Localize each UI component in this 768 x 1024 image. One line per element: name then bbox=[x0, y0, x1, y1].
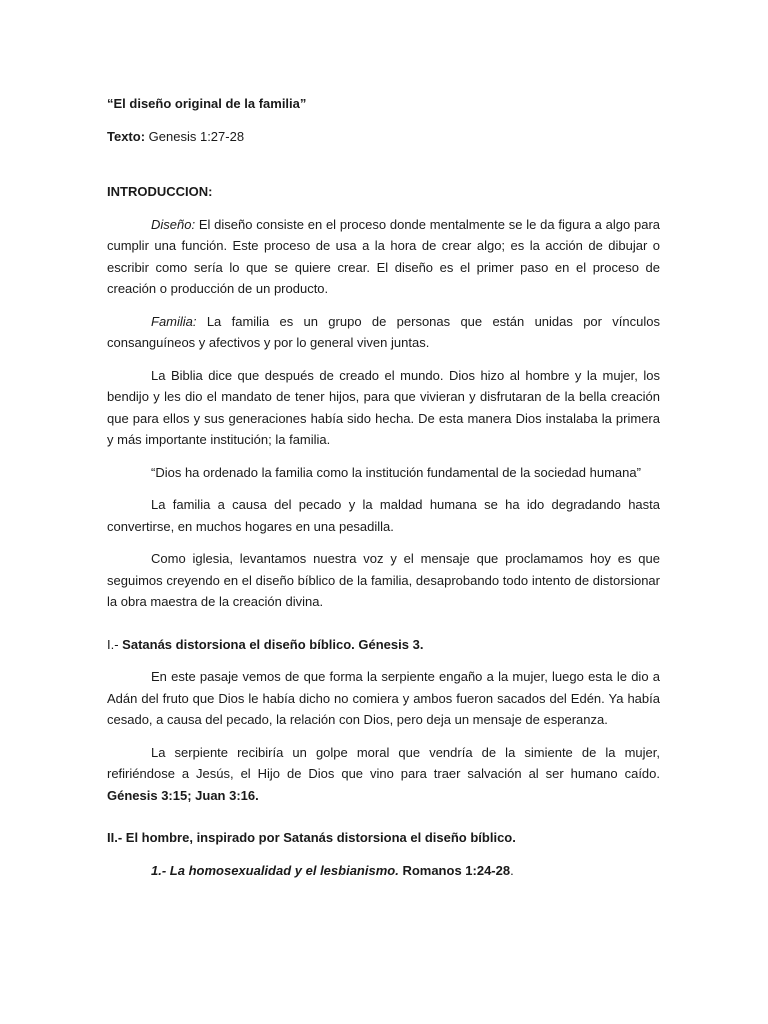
section-1-heading bbox=[107, 634, 660, 656]
paragraph-quote: “Dios ha ordenado la familia como la institución fundamental de la sociedad humana” bbox=[151, 464, 641, 480]
text-reference bbox=[107, 126, 660, 148]
item-1-title: La homosexualidad y el lesbianismo. bbox=[169, 862, 399, 878]
paragraph-pecado: La familia a causa del pecado y la maldad humana se ha ido degradando hasta convertirse, en muchos hogares en una pesadilla. bbox=[107, 497, 660, 534]
item-1-number: 1.- bbox=[151, 862, 170, 878]
item-1-end: . bbox=[510, 862, 514, 878]
section-1-title: Satanás distorsiona el diseño bíblico. Génesis 3. bbox=[122, 636, 424, 652]
term-familia: Familia: bbox=[151, 313, 197, 329]
section-2-heading: II.- El hombre, inspirado por Satanás distorsiona el diseño bíblico. bbox=[107, 830, 516, 845]
paragraph-diseno bbox=[107, 214, 660, 300]
paragraph-biblia: La Biblia dice que después de creado el mundo. Dios hizo al hombre y la mujer, los bendijo y les dio el mandato de tener hijos, para que vivieran y disfrutaran de la bella creación que para ellos y sus generaciones había sido hecha. De esta manera Dios instalaba la primera y más importante institución; la familia. bbox=[107, 367, 660, 447]
text-reference-label: Texto: bbox=[107, 128, 146, 144]
section-1-paragraph-2 bbox=[107, 742, 660, 807]
section-1-paragraph-1: En este pasaje vemos de que forma la serpiente engaño a la mujer, luego esta le dio a Adán del fruto que Dios le había dicho no comiera y ambos fueron sacados del Edén. Ya había cesado, a causa del pecado, la relación con Dios, pero deja un mensaje de esperanza. bbox=[107, 669, 660, 727]
paragraph-familia-text: La familia es un grupo de personas que están unidas por vínculos consanguíneos y afectivos y por lo general viven juntas. bbox=[107, 313, 660, 350]
section-1-prefix: I.- bbox=[107, 636, 123, 652]
section-1-reference: Génesis 3:15; Juan 3:16. bbox=[107, 787, 259, 803]
text-reference-value: Genesis 1:27-28 bbox=[145, 128, 245, 144]
paragraph-iglesia: Como iglesia, levantamos nuestra voz y el mensaje que proclamamos hoy es que seguimos creyendo en el diseño bíblico de la familia, desaprobando todo intento de distorsionar la obra maestra de la creación divina. bbox=[107, 551, 660, 609]
intro-heading: INTRODUCCION: bbox=[107, 184, 213, 199]
paragraph-familia bbox=[107, 311, 660, 354]
item-1-reference: Romanos 1:24-28 bbox=[398, 862, 511, 878]
term-diseno: Diseño: bbox=[151, 216, 196, 232]
document-title: “El diseño original de la familia” bbox=[107, 96, 307, 111]
section-2-item-1 bbox=[107, 860, 660, 882]
paragraph-diseno-text: El diseño consiste en el proceso donde mentalmente se le da figura a algo para cumplir una función. Este proceso de usa a la hora de crear algo; es la acción de dibujar o escribir como sería lo que se quiere crear. El diseño es el primer paso en el proceso de creación o producción de un producto. bbox=[107, 216, 660, 296]
section-1-paragraph-2-text: La serpiente recibiría un golpe moral que vendría de la simiente de la mujer, refiriéndose a Jesús, el Hijo de Dios que vino para traer salvación al ser humano caído. bbox=[107, 744, 660, 781]
